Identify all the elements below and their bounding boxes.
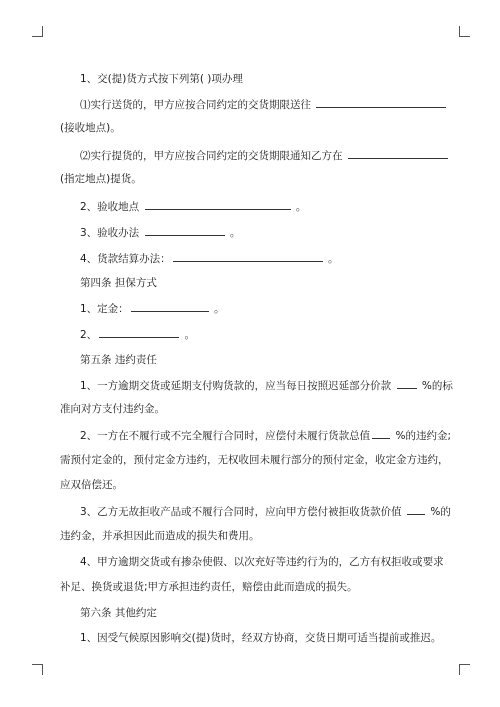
liability-1-cont: 准向对方支付违约金。	[60, 403, 165, 415]
liability-3: 3、乙方无故拒收产品或不履行合同时，应向甲方偿付被拒收货款价值 %的	[80, 506, 451, 518]
payment-settlement: 4、货款结算办法： 。	[80, 253, 339, 265]
inspection-location: 2、验收地点 。	[80, 201, 307, 213]
liability-2-cont-b: 应双倍偿还。	[60, 479, 123, 491]
liability-4-cont: 补足、换货或退货;甲方承担违约责任，赔偿由此而造成的损失。	[60, 581, 358, 593]
crop-mark-bottom-right	[459, 664, 470, 675]
crop-mark-top-right	[459, 26, 470, 37]
liability-1: 1、一方逾期交货或延期支付购货款的，应当每日按照迟延部分价款 %的标	[80, 380, 453, 392]
article-5-heading: 第五条 违约责任	[80, 354, 157, 366]
other-agreement-1: 1、因受气候原因影响交(提)货时，经双方协商，交货日期可适当提前或推迟。	[80, 632, 442, 644]
blank-field[interactable]	[348, 148, 448, 159]
guarantee-deposit: 1、定金： 。	[80, 303, 225, 315]
crop-mark-bottom-left	[32, 664, 43, 675]
blank-field[interactable]	[173, 251, 323, 262]
blank-field[interactable]	[99, 327, 179, 338]
blank-field[interactable]	[407, 504, 425, 515]
liability-2: 2、一方在不履行或不完全履行合同时，应偿付未履行货款总值 %的违约金;	[80, 430, 452, 442]
blank-field[interactable]	[145, 225, 225, 236]
blank-field[interactable]	[316, 97, 446, 108]
guarantee-other: 2、 。	[80, 329, 196, 341]
inspection-method: 3、验收办法 。	[80, 227, 241, 239]
delivery-option-2-cont: (指定地点)提货。	[60, 173, 142, 185]
article-6-heading: 第六条 其他约定	[80, 607, 157, 619]
blank-field[interactable]	[145, 199, 291, 210]
liability-4: 4、甲方逾期交货或有掺杂使假、以次充好等违约行为的，乙方有权拒收或要求	[80, 556, 444, 568]
delivery-option-2: ⑵实行提货的，甲方应按合同约定的交货期限通知乙方在	[80, 148, 450, 163]
delivery-option-1-cont: (接收地点)。	[60, 122, 121, 134]
crop-mark-top-left	[32, 26, 43, 37]
article-4-heading: 第四条 担保方式	[80, 277, 157, 289]
blank-field[interactable]	[131, 301, 209, 312]
delivery-option-1: ⑴实行送货的，甲方应按合同约定的交货期限送往	[80, 97, 448, 112]
liability-2-cont-a: 需预付定金的，预付定金方违约，无权收回未履行部分的预付定金，收定金方违约，	[60, 454, 449, 466]
blank-field[interactable]	[397, 378, 417, 389]
clause-delivery-method: 1、交(提)货方式按下列第( )项办理	[80, 73, 243, 85]
liability-3-cont: 违约金，并承担因此而造成的损失和费用。	[60, 530, 260, 542]
blank-field[interactable]	[372, 428, 390, 439]
